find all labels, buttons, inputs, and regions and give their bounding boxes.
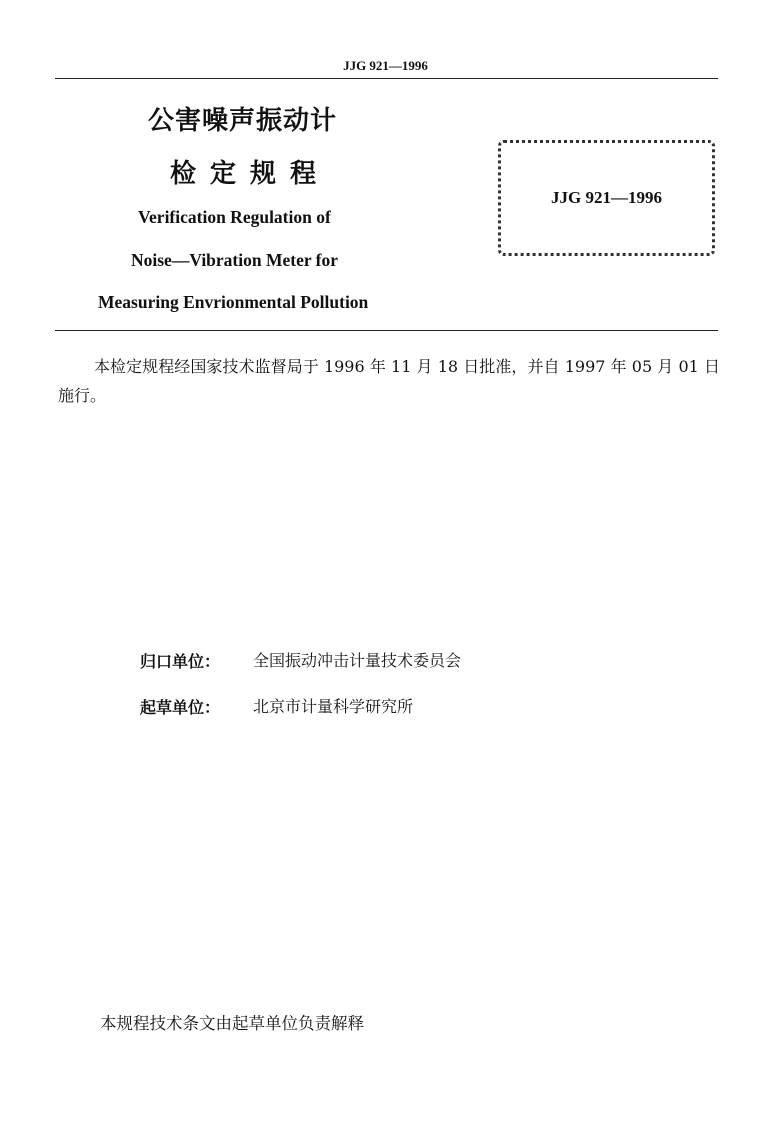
title-chinese-line-2: 检定规程 bbox=[170, 159, 331, 189]
drafting-unit-label: 起草单位： bbox=[140, 698, 221, 717]
header-rule bbox=[55, 78, 718, 79]
responsible-unit-label: 归口单位： bbox=[140, 652, 221, 671]
title-divider-rule bbox=[55, 330, 718, 331]
title-english-line-3: Measuring Envrionmental Pollution bbox=[98, 292, 369, 312]
header-standard-code: JJG 921—1996 bbox=[343, 58, 428, 73]
approval-statement: 本检定规程经国家技术监督局于 1996 年 11 月 18 日批准，并自 1997 年 05 月 01 日施行。 bbox=[58, 357, 720, 405]
standard-code-label: JJG 921—1996 bbox=[551, 188, 662, 207]
interpretation-note: 本规程技术条文由起草单位负责解释 bbox=[100, 1014, 364, 1033]
title-english-line-1: Verification Regulation of bbox=[138, 207, 331, 227]
drafting-unit-value: 北京市计量科学研究所 bbox=[253, 697, 414, 716]
title-english-line-2: Noise—Vibration Meter for bbox=[131, 250, 339, 270]
responsible-unit-value: 全国振动冲击计量技术委员会 bbox=[253, 651, 462, 670]
title-chinese-line-1: 公害噪声振动计 bbox=[148, 106, 338, 136]
